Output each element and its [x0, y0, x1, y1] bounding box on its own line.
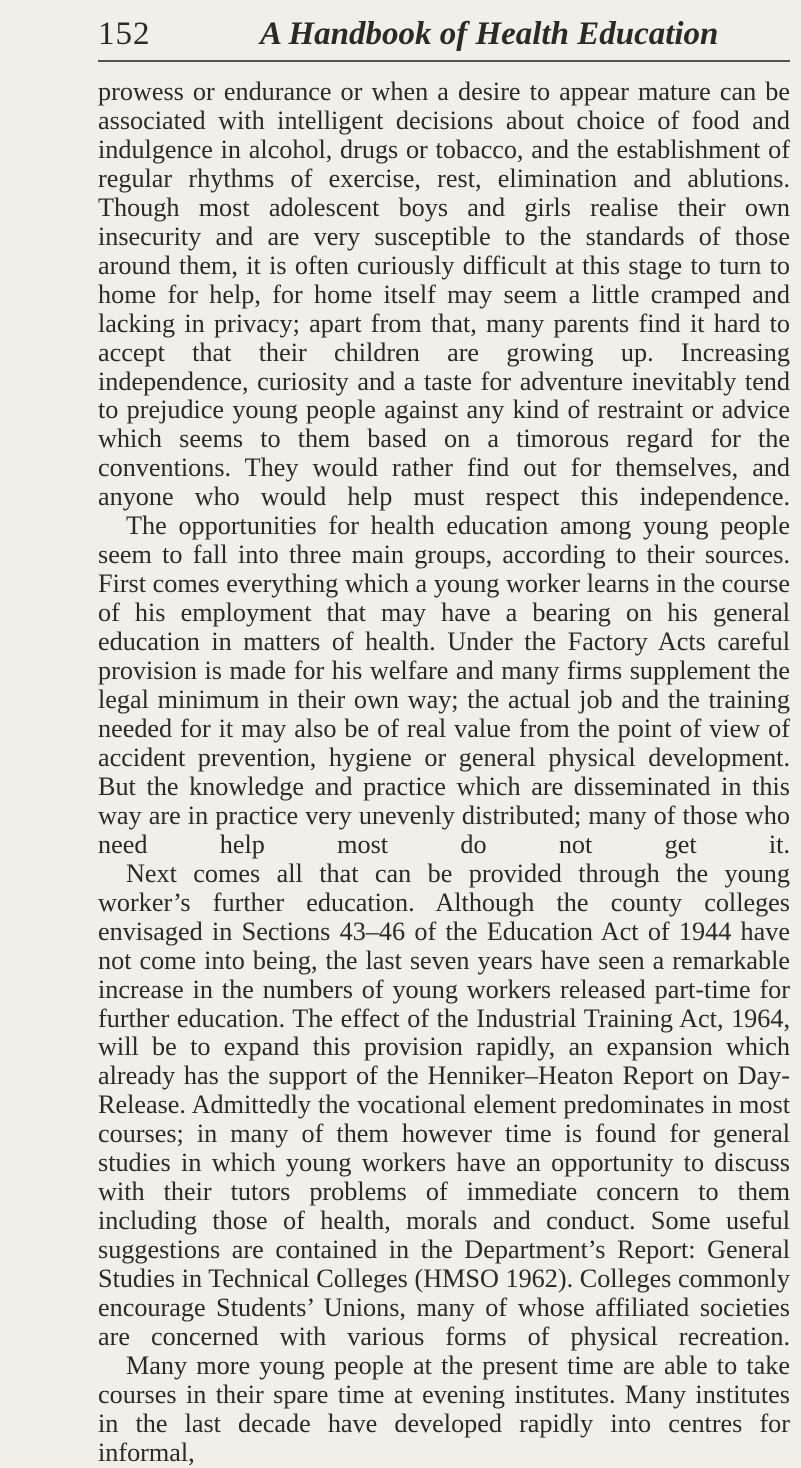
page-number: 152 [98, 16, 151, 52]
body-text [98, 78, 790, 1468]
paragraph-1: prowess or endurance or when a desire to appear mature can be associated with intelligent decisions about choice of food and indulgence in alcohol, drugs or tobacco, and the establishment of regular rhythms of exercise, rest, elimination and ablutions. Though most adolescent boys and girls realise their own insecurity and are very susceptible to the standards of those around them, it is often curiously difficult at this stage to turn to home for help, for home itself may seem a little cramped and lacking in privacy; apart from that, many parents find it hard to accept that their children are growing up. Increasing independence, curiosity and a taste for adventure inevitably tend to prejudice young people against any kind of restraint or advice which seems to them based on a timorous regard for the conventions. They would rather find out for themselves, and anyone who would help must respect this independence. [98, 77, 790, 512]
paragraph-3: Next comes all that can be provided through the young worker’s further education. Although the county colleges envisaged in Sections 43–46 of the Education Act of 1944 have not come into being, the last seven years have seen a remarkable increase in the numbers of young workers released part-time for further education. The effect of the Industrial Training Act, 1964, will be to expand this provision rapidly, an expansion which already has the support of the Henniker–Heaton Report on Day-Release. Admittedly the vocational element predominates in most courses; in many of them however time is found for general studies in which young workers have an opportunity to discuss with their tutors problems of immediate concern to them including those of health, morals and conduct. Some useful suggestions are contained in the Department’s Report: General Studies in Technical Colleges (HMSO 1962). Colleges commonly encourage Students’ Unions, many of whose affiliated societies are concerned with various forms of physical recreation. [98, 858, 790, 1351]
paragraph-4: Many more young people at the present time are able to take courses in their spare time at evening institutes. Many institutes in the last decade have developed rapidly into centres for informal, [98, 1350, 790, 1467]
running-head [98, 14, 788, 54]
paragraph-2: The opportunities for health education among young people seem to fall into three main groups, according to their sources. First comes everything which a young worker learns in the course of his employment that may have a bearing on his general education in matters of health. Under the Factory Acts careful provision is made for his welfare and many firms supplement the legal minimum in their own way; the actual job and the training needed for it may also be of real value from the point of view of accident prevention, hygiene or general physical development. But the knowledge and practice which are disseminated in this way are in practice very unevenly distributed; many of those who need help most do not get it. [98, 511, 790, 859]
header-rule [98, 60, 790, 62]
book-title: A Handbook of Health Education [260, 16, 719, 52]
